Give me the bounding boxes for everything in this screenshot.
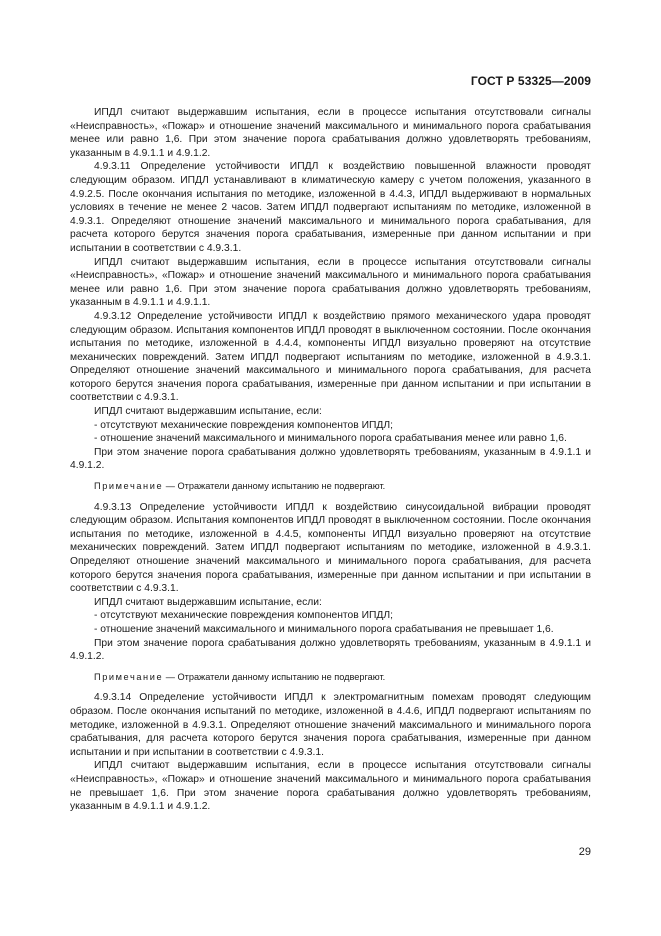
page-number: 29 [578,846,591,858]
document-id: ГОСТ Р 53325—2009 [470,74,591,88]
list-item: - отношение значений максимального и минимального порога срабатывания менее или равно 1,6. [94,433,567,445]
list-item: - отсутствуют механические повреждения компонентов ИПДЛ; [94,419,393,431]
note-label: Примечание [94,481,164,492]
document-body [70,106,591,814]
note [70,671,591,685]
paragraph: ИПДЛ считают выдержавшим испытание, если: [94,596,322,608]
paragraph: 4.9.3.12 Определение устойчивости ИПДЛ к воздействию прямого механического удара проводят следующим образом. Испытания компонентов ИПДЛ проводят в выключенном состоянии. После окончания испытания по методике, изложенной в 4.4.4, компоненты ИПДЛ визуально проверяют на отсутствие механических повреждений. Затем ИПДЛ подвергают испытаниям по методике, изложенной в 4.9.3.1. Определяют отношение значений максимального и минимального порога срабатывания, для расчета которого берутся значения порога срабатывания, измеренные при данном испытании и при испытании в соответствии с 4.9.3.1. [70,310,591,404]
paragraph: При этом значение порога срабатывания должно удовлетворять требованиям, указанным в 4.9.1.1 и 4.9.1.2. [70,446,591,472]
paragraph: 4.9.3.14 Определение устойчивости ИПДЛ к электромагнитным помехам проводят следующим образом. После окончания испытаний по методике, изложенной в 4.4.6, ИПДЛ подвергают испытаниям по методике, изложенной в 4.9.3.1. Определяют отношение значений максимального и минимального порога срабатывания, для расчета которого берутся значения порога срабатывания, измеренные при данном испытании и при испытании в соответствии с 4.9.3.1. [70,692,591,758]
note-text: — Отражатели данному испытанию не подвергают. [163,671,386,682]
note-text: — Отражатели данному испытанию не подвергают. [163,481,386,492]
paragraph: При этом значение порога срабатывания должно удовлетворять требованиям, указанным в 4.9.1.1 и 4.9.1.2. [70,637,591,663]
list-item: - отсутствуют механические повреждения компонентов ИПДЛ; [94,610,393,622]
paragraph: ИПДЛ считают выдержавшим испытание, если: [94,406,322,418]
paragraph: ИПДЛ считают выдержавшим испытания, если в процессе испытания отсутствовали сигналы «Неисправность», «Пожар» и отношение значений максимального и минимального порога срабатывания менее или равно 1,6. При этом значение порога срабатывания должно удовлетворять требованиям, указанным в 4.9.1.1 и 4.9.1.1. [70,256,591,309]
paragraph: ИПДЛ считают выдержавшим испытания, если в процессе испытания отсутствовали сигналы «Неисправность», «Пожар» и отношение значений максимального и минимального порога срабатывания не превышает 1,6. При этом значение порога срабатывания должно удовлетворять требованиям, указанным в 4.9.1.1 и 4.9.1.2. [70,760,591,813]
note-label: Примечание [94,671,164,682]
paragraph: 4.9.3.13 Определение устойчивости ИПДЛ к воздействию синусоидальной вибрации проводят следующим образом. Испытания компонентов ИПДЛ проводят в выключенном состоянии. После окончания испытания по методике, изложенной в 4.4.5, компоненты ИПДЛ визуально проверяют на отсутствие механических повреждений. Затем ИПДЛ подвергают испытаниям по методике, изложенной в 4.9.3.1. Определяют отношение значений максимального и минимального порога срабатывания, для расчета которого берутся значения порога срабатывания, измеренные при данном испытании и при испытании в соответствии с 4.9.3.1. [70,501,591,595]
paragraph: 4.9.3.11 Определение устойчивости ИПДЛ к воздействию повышенной влажности проводят следующим образом. ИПДЛ устанавливают в климатическую камеру с учетом положения, указанного в 4.9.2.5. После окончания испытания по методике, изложенной в 4.4.3, ИПДЛ выдерживают в нормальных условиях в течение не менее 2 часов. Затем ИПДЛ подвергают испытаниям по методике, изложенной в 4.9.3.1. Определяют отношение значений максимального и минимального порога срабатывания, для расчета которого берутся значения порога срабатывания, измеренные при данном испытании и при испытании в соответствии с 4.9.3.1. [70,161,591,254]
paragraph: ИПДЛ считают выдержавшим испытания, если в процессе испытания отсутствовали сигналы «Неисправность», «Пожар» и отношение значений максимального и минимального порога срабатывания менее или равно 1,6. При этом значение порога срабатывания должно удовлетворять требованиям, указанным в 4.9.1.1 и 4.9.1.2. [70,107,591,159]
list-item: - отношение значений максимального и минимального порога срабатывания не превышает 1,6. [94,623,554,635]
note [70,480,591,494]
